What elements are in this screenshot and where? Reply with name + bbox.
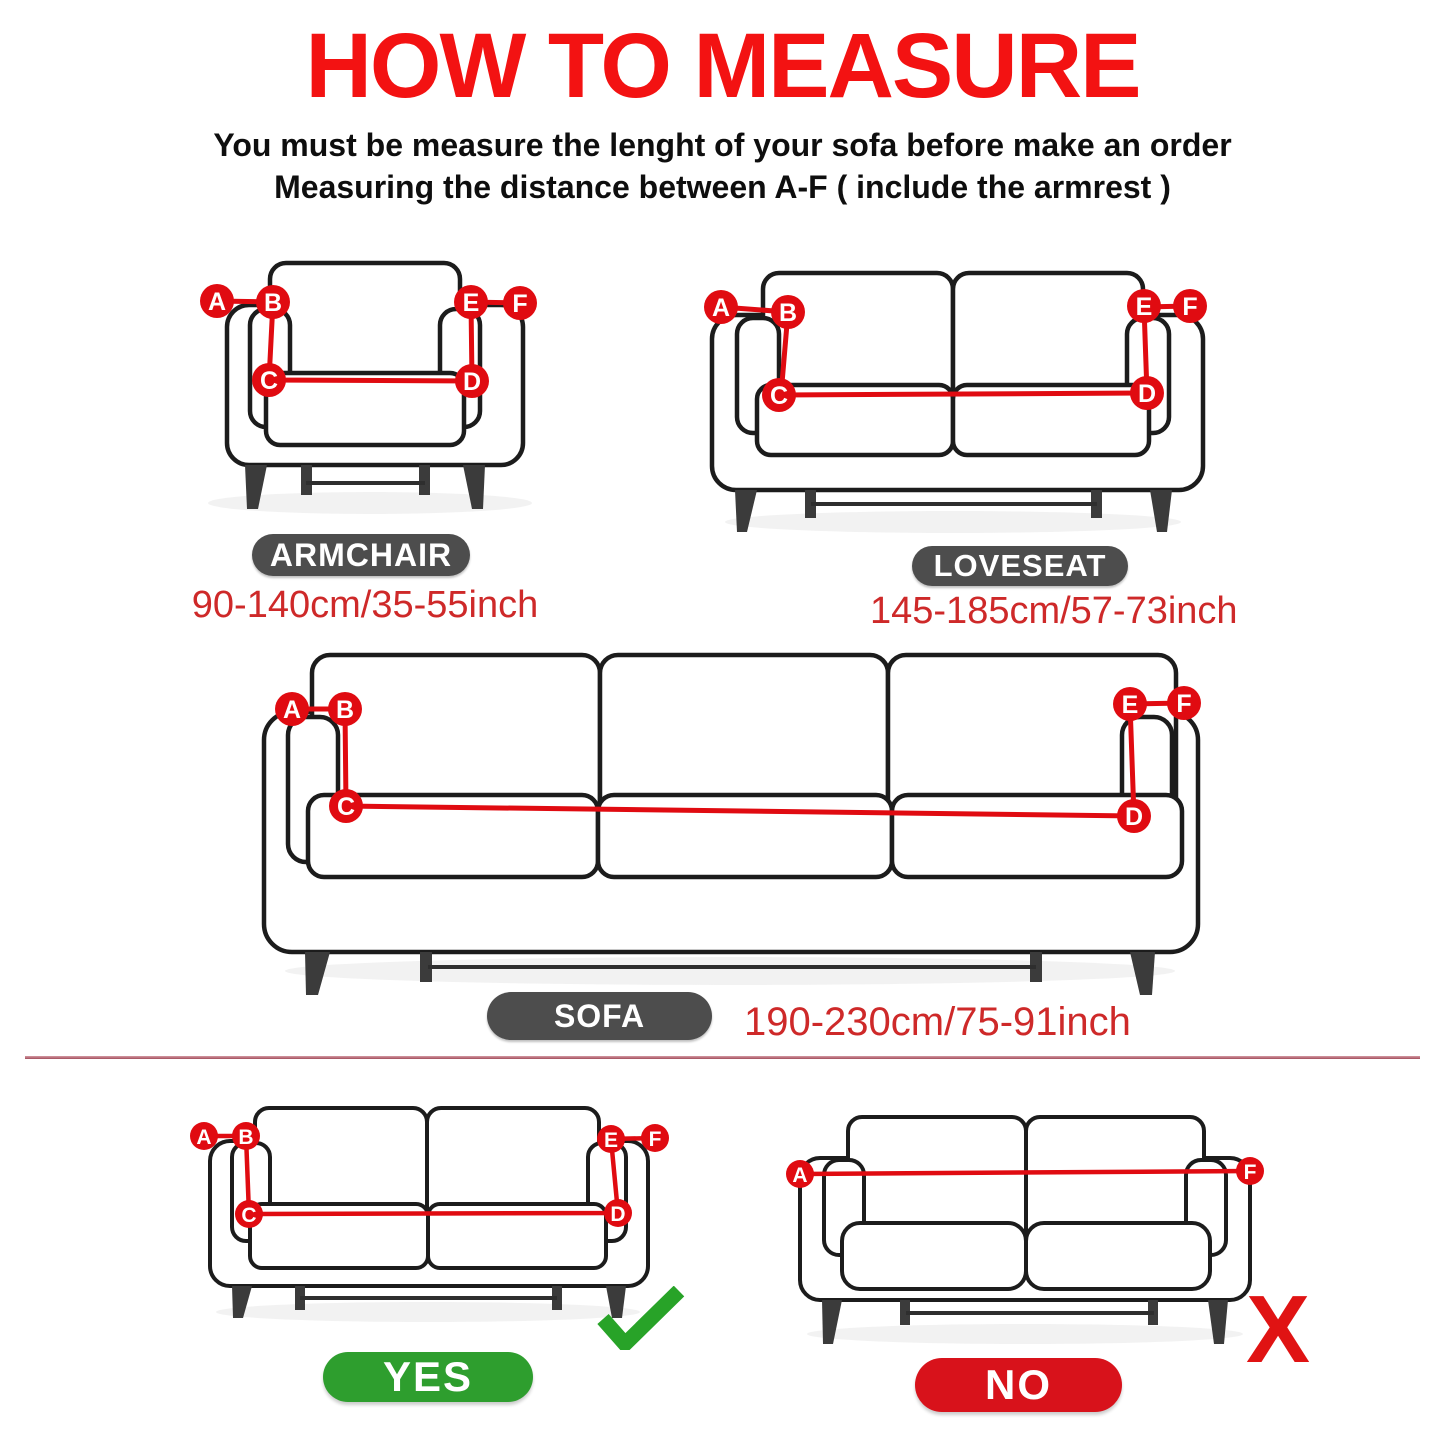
loveseat-label-pill: LOVESEAT: [912, 546, 1128, 586]
marker-f: [503, 286, 537, 320]
svg-text:A: A: [196, 1126, 212, 1149]
loveseat-shadow: [725, 511, 1181, 533]
svg-text:F: F: [1176, 690, 1192, 718]
marker-d: [604, 1199, 632, 1227]
section-divider: [25, 1056, 1420, 1059]
svg-text:C: C: [241, 1204, 257, 1227]
svg-text:A: A: [711, 294, 731, 322]
marker-a: [704, 290, 738, 324]
svg-text:D: D: [1137, 380, 1157, 408]
yes-badge: YES: [323, 1352, 533, 1402]
marker-d: [1130, 376, 1164, 410]
svg-text:F: F: [1243, 1161, 1257, 1184]
page-title: HOW TO MEASURE: [305, 15, 1140, 117]
loveseat-range: 145-185cm/57-73inch: [870, 590, 1238, 632]
marker-c: [252, 363, 286, 397]
marker-f: [1173, 289, 1207, 323]
marker-e: [454, 285, 488, 319]
svg-text:E: E: [462, 289, 480, 317]
svg-text:F: F: [1182, 293, 1198, 321]
sofa-diagram: [250, 637, 1240, 997]
marker-c: [329, 789, 363, 823]
x-icon: X: [1246, 1276, 1311, 1383]
subtitle-line-1: You must be measure the lenght of your sofa before make an order: [213, 127, 1232, 163]
measure-line-incorrect: [800, 1171, 1250, 1174]
svg-text:A: A: [792, 1164, 808, 1187]
incorrect-example-diagram: [780, 1108, 1265, 1348]
marker-a: [275, 692, 309, 726]
svg-text:B: B: [335, 696, 355, 724]
svg-text:F: F: [512, 290, 528, 318]
svg-text:C: C: [259, 367, 279, 395]
svg-text:B: B: [263, 289, 283, 317]
marker-a: [200, 284, 234, 318]
svg-text:A: A: [282, 696, 302, 724]
incorrect-example-shadow: [807, 1324, 1243, 1344]
svg-text:B: B: [238, 1126, 254, 1149]
svg-text:E: E: [603, 1129, 619, 1152]
loveseat-diagram: [695, 250, 1210, 542]
marker-b: [771, 295, 805, 329]
svg-text:E: E: [1135, 293, 1153, 321]
svg-text:D: D: [610, 1203, 626, 1226]
marker-a: [190, 1122, 218, 1150]
marker-f: [1236, 1157, 1264, 1185]
svg-text:E: E: [1121, 691, 1139, 719]
svg-text:F: F: [648, 1128, 662, 1151]
marker-a: [786, 1160, 814, 1188]
marker-d: [1117, 799, 1151, 833]
marker-e: [1127, 289, 1161, 323]
armchair-range: 90-140cm/35-55inch: [191, 584, 539, 626]
marker-e: [1113, 687, 1147, 721]
svg-text:D: D: [1124, 803, 1144, 831]
marker-b: [256, 285, 290, 319]
marker-f: [1167, 686, 1201, 720]
marker-d: [455, 364, 489, 398]
sofa-label-pill: SOFA: [487, 992, 712, 1040]
armchair-diagram: [170, 243, 560, 533]
marker-b: [328, 692, 362, 726]
marker-b: [232, 1122, 260, 1150]
svg-text:C: C: [769, 382, 789, 410]
subtitle: [0, 124, 1445, 208]
no-badge: NO: [915, 1358, 1122, 1412]
marker-f: [641, 1124, 669, 1152]
subtitle-line-2: Measuring the distance between A-F ( include the armrest ): [274, 169, 1171, 205]
svg-text:D: D: [462, 368, 482, 396]
svg-text:C: C: [336, 793, 356, 821]
svg-text:A: A: [207, 288, 227, 316]
armchair-label-pill: ARMCHAIR: [252, 534, 470, 576]
marker-c: [235, 1200, 263, 1228]
svg-text:B: B: [778, 299, 798, 327]
marker-c: [762, 378, 796, 412]
check-icon: [596, 1286, 686, 1350]
correct-example-diagram: [160, 1086, 670, 1326]
marker-e: [597, 1125, 625, 1153]
correct-example-shadow: [216, 1302, 640, 1322]
sofa-range: 190-230cm/75-91inch: [744, 1000, 1131, 1044]
